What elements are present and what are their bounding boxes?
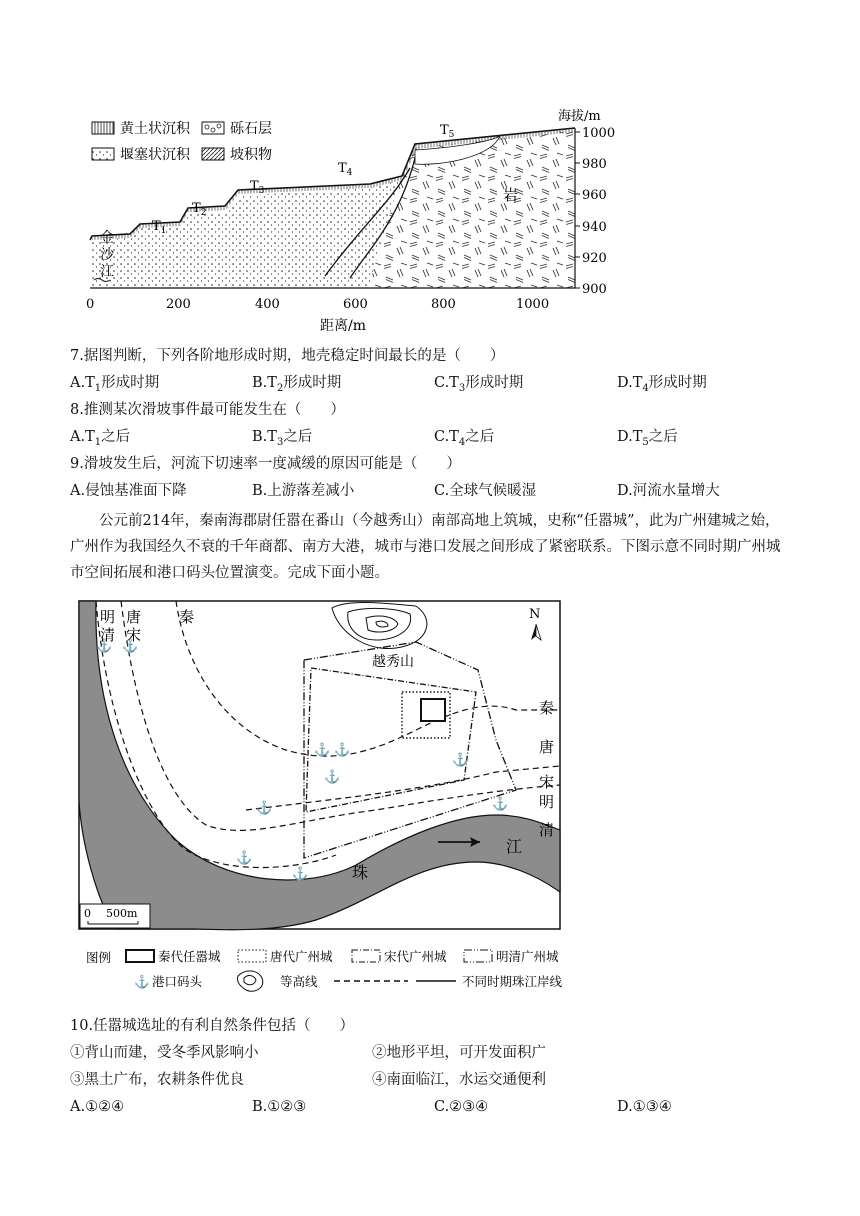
svg-text:0: 0: [84, 907, 91, 920]
option: $D.T_4$形成时期: [617, 375, 707, 394]
x-tick: 200: [166, 297, 191, 312]
question-10-stem: 10.任嚣城选址的有利自然条件包括（ ）: [70, 1018, 355, 1034]
option: C.全球气候暖湿: [434, 483, 537, 499]
profile-legend: [92, 120, 272, 163]
option: B.①②③: [252, 1099, 307, 1115]
option: B.上游落差减小: [252, 483, 355, 499]
svg-text:T5: $T_5$: [440, 123, 455, 140]
svg-text:⚓: ⚓: [324, 770, 341, 785]
terrace-profile-figure: [70, 108, 630, 340]
river-label-zhu: 珠: [352, 863, 369, 882]
x-axis: [86, 297, 549, 334]
option: A.①②④: [70, 1099, 125, 1115]
svg-text:⚓: ⚓: [334, 743, 351, 758]
svg-text:明清广州城: 明清广州城: [496, 949, 559, 964]
svg-text:⚓: ⚓: [492, 797, 509, 812]
svg-text:等高线: 等高线: [280, 974, 318, 989]
svg-text:⚓: ⚓: [452, 753, 469, 768]
passage: 公元前214年，秦南海郡尉任嚣在番山（今越秀山）南部高地上筑城，史称“任嚣城”，此为广州建城之始，广州作为我国经久不衰的千年商都、南方大港，城市与港口发展之间形成了紧密联系。下图示意不同时期广州城市空间拓展和港口码头位置演变。完成下面小题。: [70, 513, 781, 581]
svg-text:宋: 宋: [126, 626, 142, 644]
y-axis-title: 海拔/m: [558, 109, 601, 124]
option: D.河流水量增大: [617, 483, 720, 499]
x-tick: 0: [86, 297, 95, 312]
svg-text:500m: 500m: [106, 907, 138, 920]
mountain-label: 越秀山: [372, 654, 414, 670]
legend-title: 图例: [86, 950, 112, 965]
statement: ②地形平坦，可开发面积广: [372, 1045, 546, 1061]
legend-colluvium: 坡积物: [230, 147, 272, 163]
option: $A.T_1$形成时期: [70, 375, 160, 394]
map-scale: [80, 904, 150, 928]
svg-text:唐代广州城: 唐代广州城: [270, 949, 333, 964]
legend-loess: 黄土状沉积: [120, 121, 190, 137]
legend-gravel: 砾石层: [230, 121, 272, 137]
option: $C.T_3$形成时期: [434, 375, 524, 394]
svg-text:宋: 宋: [539, 773, 555, 791]
option: $C.T_4$之后: [434, 429, 495, 448]
svg-text:T4: $T_4$: [338, 161, 353, 178]
option: $B.T_3$之后: [252, 429, 313, 448]
option: D.①③④: [617, 1099, 672, 1115]
statement: ①背山而建，受冬季风影响小: [70, 1045, 259, 1061]
x-tick: 400: [255, 297, 280, 312]
svg-text:金: 金: [100, 230, 114, 246]
svg-text:秦: 秦: [539, 699, 555, 717]
svg-text:⚓: ⚓: [292, 867, 309, 882]
option: A.侵蚀基准面下降: [70, 483, 187, 499]
question-7-stem: 7.据图判断，下列各阶地形成时期，地壳稳定时间最长的是（ ）: [70, 348, 505, 364]
svg-text:⚓: ⚓: [134, 974, 150, 989]
svg-text:⚓: ⚓: [96, 639, 113, 654]
rock-label: 岩: [503, 186, 519, 204]
x-axis-title: 距离/m: [320, 318, 366, 334]
y-tick: 940: [582, 220, 607, 235]
svg-text:⚓: ⚓: [314, 743, 331, 758]
option: $D.T_5$之后: [617, 429, 678, 448]
question-8-stem: 8.推测某次滑坡事件最可能发生在（ ）: [70, 402, 345, 418]
svg-text:秦: 秦: [179, 608, 195, 626]
map-legend: [86, 949, 563, 991]
svg-text:⚓: ⚓: [236, 851, 253, 866]
legend-dammed: 堰塞状沉积: [120, 147, 190, 163]
statement: ③黑土广布，农耕条件优良: [70, 1072, 244, 1088]
option: $B.T_2$形成时期: [252, 375, 342, 394]
svg-text:宋代广州城: 宋代广州城: [384, 949, 447, 964]
svg-text:江: 江: [100, 264, 114, 280]
svg-text:T3: $T_3$: [250, 179, 265, 196]
svg-text:N: N: [529, 607, 541, 622]
qin-city: [421, 699, 445, 721]
question-9-stem: 9.滑坡发生后，河流下切速率一度减缓的原因可能是（ ）: [70, 456, 461, 472]
svg-text:不同时期珠江岸线: 不同时期珠江岸线: [462, 974, 563, 989]
svg-text:T1: $T_1$: [152, 219, 167, 236]
x-tick: 600: [343, 297, 368, 312]
svg-text:唐: 唐: [539, 738, 555, 756]
svg-text:唐: 唐: [126, 608, 142, 626]
y-tick: 980: [582, 157, 607, 172]
svg-text:明: 明: [539, 793, 555, 811]
svg-text:T2: $T_2$: [192, 201, 207, 218]
y-tick: 920: [582, 251, 607, 266]
svg-text:港口码头: 港口码头: [152, 974, 203, 989]
svg-text:清: 清: [539, 821, 555, 839]
svg-text:沙: 沙: [100, 247, 114, 263]
svg-text:秦代任嚣城: 秦代任嚣城: [158, 949, 221, 964]
y-tick: 1000: [582, 126, 616, 141]
svg-text:⚓: ⚓: [122, 639, 139, 654]
guangzhou-map-figure: [76, 600, 596, 994]
svg-text:明: 明: [100, 608, 116, 626]
x-tick: 800: [431, 297, 456, 312]
svg-text:清: 清: [100, 626, 116, 644]
y-tick: 900: [582, 282, 607, 297]
option: C.②③④: [434, 1099, 489, 1115]
statement: ④南面临江，水运交通便利: [372, 1072, 546, 1088]
river-label-jiang: 江: [506, 837, 523, 856]
option: $A.T_1$之后: [70, 429, 131, 448]
y-tick: 960: [582, 188, 607, 203]
x-tick: 1000: [516, 297, 550, 312]
svg-text:⚓: ⚓: [256, 801, 273, 816]
